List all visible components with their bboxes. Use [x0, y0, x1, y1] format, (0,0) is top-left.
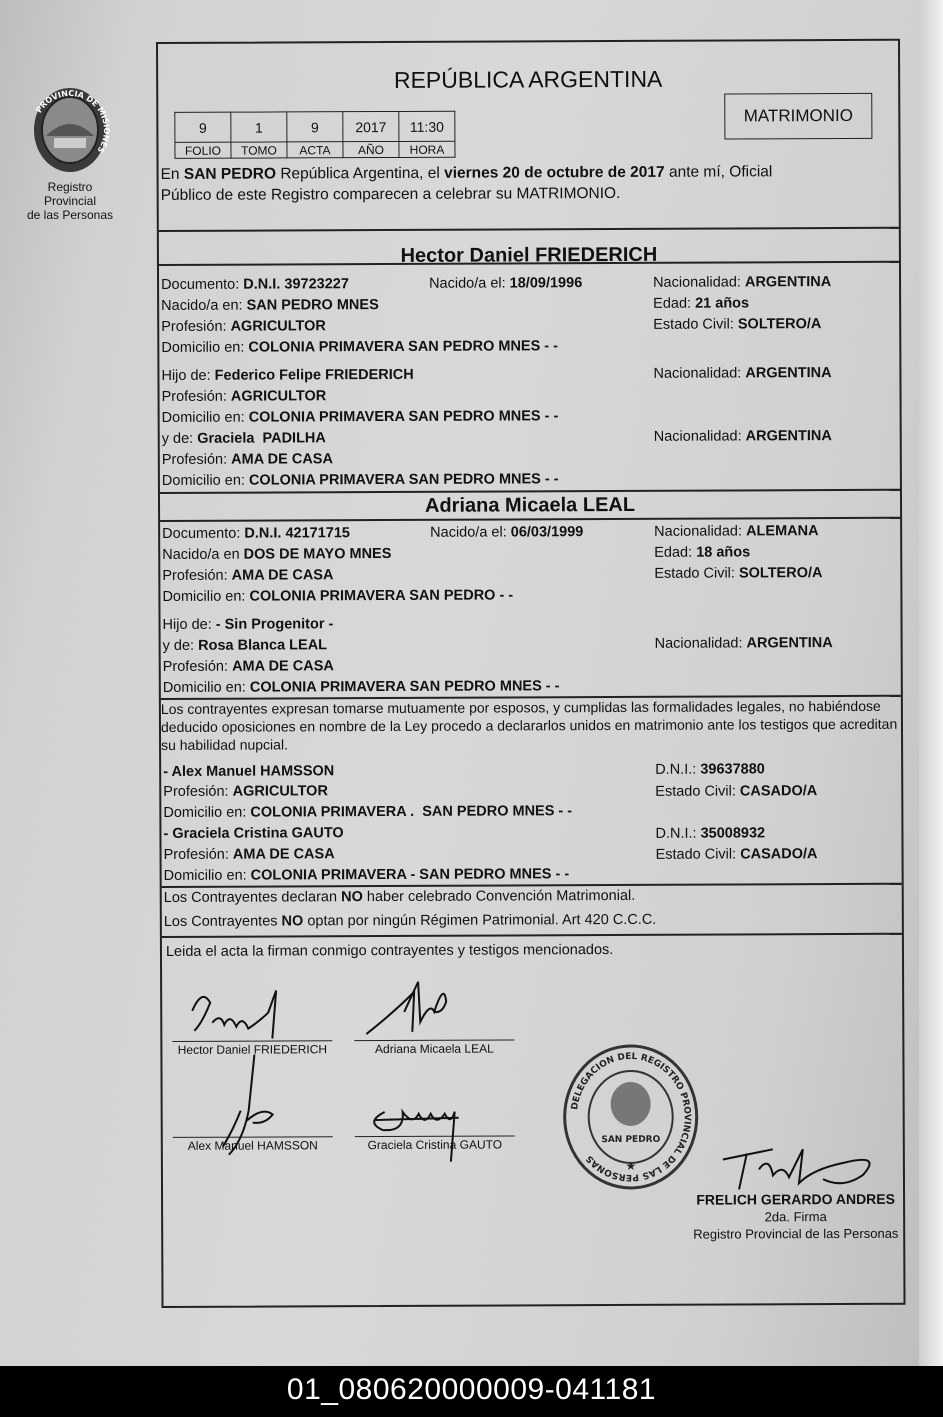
bride-mother-address: Domicilio en: COLONIA PRIMAVERA SAN PEDRO MNES - - [162, 678, 560, 696]
misiones-seal-icon [24, 84, 116, 176]
witness2-profession: Profesión: AMA DE CASA [163, 846, 335, 863]
bride-civil-status: Estado Civil: SOLTERO/A [654, 565, 823, 582]
declaration-text: Los contrayentes expresan tomarse mutuamente por esposos, y cumplidas las formalidades legales, no habiéndose deducido oposiciones en nombre de la Ley procedo a declararlos unidos en matrimonio ante los testigos que acreditan su habilidad nupcial. [160, 697, 898, 753]
hour-label: HORA [399, 141, 455, 157]
act-frame [156, 39, 906, 1308]
handwritten-signature-icon [172, 982, 332, 1043]
signature-witness1 [173, 1136, 333, 1153]
bride-mother: y de: Rosa Blanca LEAL [162, 637, 328, 654]
official-role: 2da. Firma [764, 1209, 827, 1225]
official-office: Registro Provincial de las Personas [693, 1225, 899, 1242]
logo-caption-line2: de las Personas [26, 208, 114, 222]
witness2-civil-status: Estado Civil: CASADO/A [655, 846, 818, 863]
logo-caption-line1: Registro Provincial [43, 180, 97, 208]
witness1-profession: Profesión: AGRICULTOR [163, 783, 328, 800]
witness1-address: Domicilio en: COLONIA PRIMAVERA . SAN PEDRO MNES - - [163, 803, 573, 821]
year-value: 2017 [343, 111, 399, 141]
official-signature-block [693, 1191, 898, 1243]
page-edge [919, 0, 943, 1366]
act-type-badge: MATRIMONIO [724, 93, 872, 140]
groom-name: Hector Daniel FRIEDERICH [400, 243, 658, 267]
acta-value: 9 [287, 112, 343, 142]
groom-mother: y de: Graciela PADILHA [161, 430, 326, 447]
acta-label: ACTA [287, 142, 343, 158]
groom-mother-profession: Profesión: AMA DE CASA [161, 451, 333, 468]
convention-statement: Los Contrayentes declaran NO haber celebrado Convención Matrimonial. [163, 887, 636, 906]
bride-mother-nationality: Nacionalidad: ARGENTINA [654, 635, 833, 652]
witness1-civil-status: Estado Civil: CASADO/A [655, 783, 818, 800]
document-code-bar: 01_080620000009-041181 [0, 1366, 943, 1417]
witness2-name: - Graciela Cristina GAUTO [163, 825, 344, 842]
groom-father-nationality: Nacionalidad: ARGENTINA [653, 365, 832, 382]
handwritten-signature-icon [172, 1050, 332, 1161]
groom-mother-address: Domicilio en: COLONIA PRIMAVERA SAN PEDRO MNES - - [161, 471, 559, 489]
registry-logo [22, 84, 118, 222]
groom-birthplace: Nacido/a en: SAN PEDRO MNES [161, 297, 379, 314]
bride-birthplace: Nacido/a en DOS DE MAYO MNES [162, 545, 392, 563]
signature-witness2-name: Graciela Cristina GAUTO [367, 1137, 503, 1153]
groom-father-address: Domicilio en: COLONIA PRIMAVERA SAN PEDRO MNES - - [161, 408, 559, 426]
signature-bride-name: Adriana Micaela LEAL [374, 1041, 494, 1057]
groom-mother-nationality: Nacionalidad: ARGENTINA [653, 428, 832, 445]
bride-birthdate: Nacido/a el: 06/03/1999 [430, 524, 584, 541]
bride-father: Hijo de: - Sin Progenitor - [162, 616, 334, 633]
groom-civil-status: Estado Civil: SOLTERO/A [653, 316, 822, 333]
intro-text: En SAN PEDRO República Argentina, el viernes 20 de octubre de 2017 ante mí, Oficial Público de este Registro comparecen a celebrar su MATRIMONIO. [160, 163, 773, 204]
divider [159, 227, 899, 232]
year-label: AÑO [343, 141, 399, 157]
witness1-name: - Alex Manuel HAMSSON [163, 763, 335, 780]
groom-birthdate: Nacido/a el: 18/09/1996 [429, 275, 583, 292]
groom-father: Hijo de: Federico Felipe FRIEDERICH [161, 366, 414, 384]
signature-bride [354, 1039, 514, 1056]
svg-text:★: ★ [625, 1158, 637, 1173]
svg-text:DELEGACION DEL REGISTRO PROVIN: DELEGACION DEL REGISTRO PROVINCIAL DE LAS PERSONAS [570, 1051, 692, 1183]
signature-witness1-name: Alex Manuel HAMSSON [187, 1138, 318, 1153]
svg-text:PROVINCIA DE MISIONES: PROVINCIA DE MISIONES [34, 88, 112, 155]
handwritten-signature-icon [354, 971, 514, 1042]
tomo-label: TOMO [231, 142, 287, 158]
witness2-dni: D.N.I.: 35008932 [655, 825, 766, 842]
tomo-value: 1 [231, 112, 287, 142]
witness2-address: Domicilio en: COLONIA PRIMAVERA - SAN PEDRO MNES - - [163, 866, 570, 884]
handwritten-signature-icon [703, 1139, 903, 1200]
bride-name: Adriana Micaela LEAL [424, 493, 636, 517]
bride-age: Edad: 18 años [654, 544, 751, 561]
hour-value: 11:30 [399, 111, 455, 141]
divider [162, 933, 902, 938]
folio-label: FOLIO [175, 142, 231, 158]
act-header-table [174, 111, 455, 159]
groom-address: Domicilio en: COLONIA PRIMAVERA SAN PEDRO MNES - - [161, 338, 559, 356]
groom-nationality: Nacionalidad: ARGENTINA [653, 274, 832, 291]
document-title: REPÚBLICA ARGENTINA [393, 65, 663, 93]
handwritten-signature-icon [355, 1091, 515, 1172]
svg-text:SAN PEDRO: SAN PEDRO [601, 1134, 661, 1146]
bride-address: Domicilio en: COLONIA PRIMAVERA SAN PEDRO - - [162, 587, 514, 605]
registry-stamp [560, 1042, 701, 1198]
bride-profession: Profesión: AMA DE CASA [162, 567, 334, 584]
round-stamp-icon [560, 1042, 701, 1193]
bride-mother-profession: Profesión: AMA DE CASA [162, 658, 334, 675]
signature-witness2 [355, 1135, 515, 1152]
divider [162, 883, 902, 888]
groom-father-profession: Profesión: AGRICULTOR [161, 388, 327, 405]
regime-statement: Los Contrayentes NO optan por ningún Régimen Patrimonial. Art 420 C.C.C. [163, 911, 657, 930]
closing-statement: Leida el acta la firman conmigo contrayentes y testigos mencionados. [165, 942, 614, 960]
official-name: FRELICH GERARDO ANDRES [696, 1190, 895, 1208]
signature-groom-name: Hector Daniel FRIEDERICH [177, 1042, 328, 1057]
groom-document: Documento: D.N.I. 39723227 [161, 276, 349, 293]
groom-profession: Profesión: AGRICULTOR [161, 318, 326, 335]
groom-age: Edad: 21 años [653, 295, 750, 312]
bride-document: Documento: D.N.I. 42171715 [162, 525, 351, 542]
bride-nationality: Nacionalidad: ALEMANA [654, 523, 819, 540]
witness1-dni: D.N.I.: 39637880 [655, 761, 765, 778]
folio-value: 9 [175, 112, 231, 142]
